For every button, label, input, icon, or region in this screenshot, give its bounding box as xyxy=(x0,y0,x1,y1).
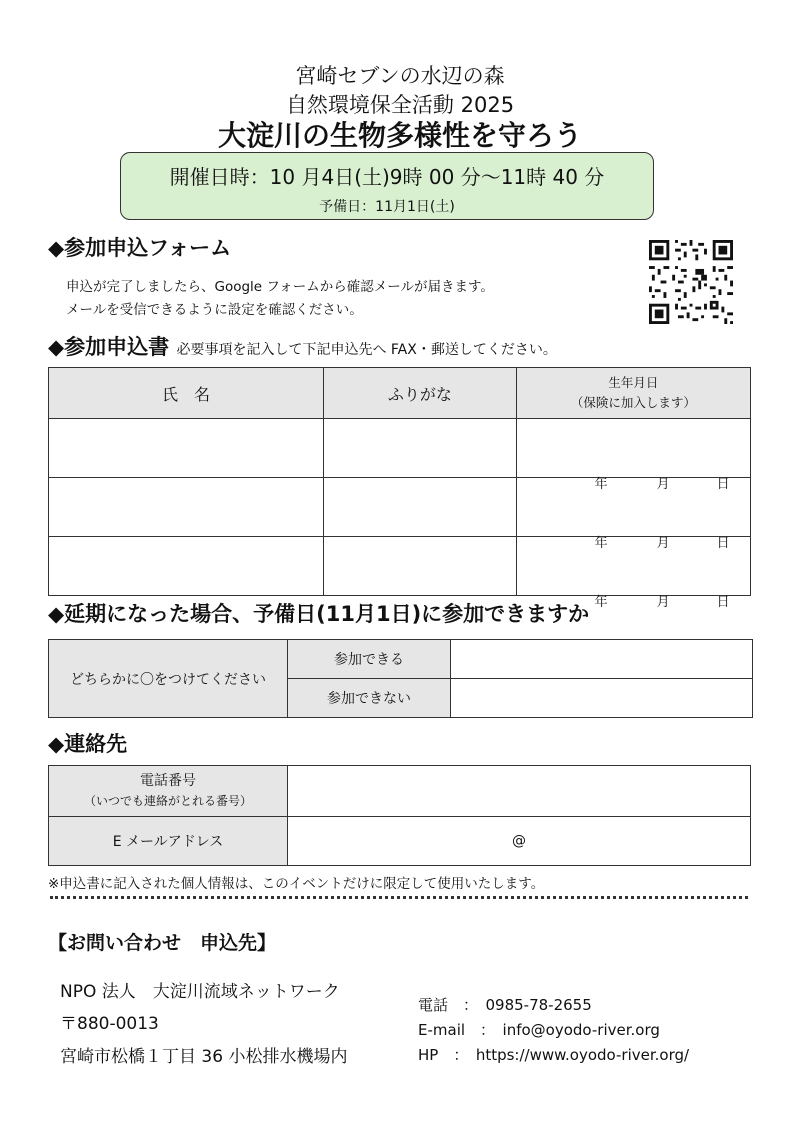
table-row xyxy=(49,478,751,537)
name-field[interactable] xyxy=(49,419,324,478)
form-section-heading: ◆参加申込フォーム xyxy=(48,236,232,260)
table-row xyxy=(49,419,751,478)
inquiry-heading: 【お問い合わせ 申込先】 xyxy=(48,932,277,954)
name-field[interactable] xyxy=(49,478,324,537)
year-label: 年 xyxy=(594,477,608,492)
furigana-field[interactable] xyxy=(324,478,517,537)
column-header-name: 氏 名 xyxy=(49,368,324,419)
option-yes-field[interactable] xyxy=(451,640,753,679)
column-header-furigana: ふりがな xyxy=(324,368,517,419)
option-no-label: 参加できない xyxy=(288,679,451,718)
year-label: 年 xyxy=(594,536,608,551)
furigana-field[interactable] xyxy=(324,537,517,596)
reserve-date: 予備日：11月1日(土) xyxy=(319,199,455,215)
contact-heading: ◆連絡先 xyxy=(48,732,128,756)
organization-name: NPO 法人 大淀川流域ネットワーク xyxy=(60,982,340,1002)
postal-code: 〒880-0013 xyxy=(60,1014,159,1034)
option-no-field[interactable] xyxy=(451,679,753,718)
event-main-title: 大淀川の生物多様性を守ろう xyxy=(217,119,582,152)
contact-table xyxy=(48,765,751,866)
application-title: ◆参加申込書 xyxy=(48,335,170,359)
column-header-birthdate xyxy=(516,368,750,419)
privacy-note: ※申込書に記入された個人情報は、このイベントだけに限定して使用いたします。 xyxy=(48,876,545,892)
birthdate-field[interactable] xyxy=(516,419,750,492)
event-organizer-title: 宮崎セブンの水辺の森 xyxy=(295,64,505,88)
month-label: 月 xyxy=(656,477,670,492)
email-address[interactable]: E-mail ： info@oyodo-river.org xyxy=(418,1021,660,1039)
form-note-1: 申込が完了しましたら、Google フォームから確認メールが届きます。 xyxy=(66,279,494,295)
month-label: 月 xyxy=(656,595,670,610)
birthdate-field[interactable] xyxy=(516,478,750,551)
phone-label: 電話番号 xyxy=(140,773,196,789)
phone-number: 電話 ： 0985-78-2655 xyxy=(418,996,592,1014)
form-note-2: メールを受信できるように設定を確認ください。 xyxy=(66,302,363,318)
dotted-divider xyxy=(50,896,748,899)
phone-label-cell xyxy=(49,766,288,817)
address: 宮崎市松橋１丁目 36 小松排水機場内 xyxy=(60,1047,348,1067)
application-instruction: 必要事項を記入して下記申込先へ FAX・郵送してください。 xyxy=(176,342,557,358)
event-date: 開催日時：10 月4日(土)9時 00 分～11時 40 分 xyxy=(169,165,605,189)
at-sign: @ xyxy=(512,833,526,849)
application-heading xyxy=(48,331,557,361)
schedule-box xyxy=(120,152,654,220)
phone-field[interactable] xyxy=(288,766,751,817)
email-field[interactable] xyxy=(288,817,751,866)
day-label: 日 xyxy=(716,536,730,551)
event-activity-title: 自然環境保全活動 2025 xyxy=(285,93,515,117)
homepage-link[interactable]: HP ： https://www.oyodo-river.org/ xyxy=(418,1046,690,1064)
day-label: 日 xyxy=(716,477,730,492)
postpone-heading: ◆延期になった場合、予備日(11月1日)に参加できますか xyxy=(48,602,590,626)
email-label: E メールアドレス xyxy=(49,817,288,866)
option-yes-label: 参加できる xyxy=(288,640,451,679)
birthdate-label: 生年月日 xyxy=(608,375,659,390)
postpone-table xyxy=(48,639,753,718)
month-label: 月 xyxy=(656,536,670,551)
birthdate-note: （保険に加入します） xyxy=(570,395,696,410)
application-table xyxy=(48,367,751,610)
table-row xyxy=(49,537,751,596)
furigana-field[interactable] xyxy=(324,419,517,478)
phone-note: （いつでも連絡がとれる番号） xyxy=(83,794,252,808)
birthdate-field[interactable] xyxy=(516,537,750,610)
year-label: 年 xyxy=(594,595,608,610)
day-label: 日 xyxy=(716,595,730,610)
qr-code-icon[interactable] xyxy=(649,240,733,324)
postpone-instruction: どちらかに〇をつけてください xyxy=(49,640,288,718)
name-field[interactable] xyxy=(49,537,324,596)
